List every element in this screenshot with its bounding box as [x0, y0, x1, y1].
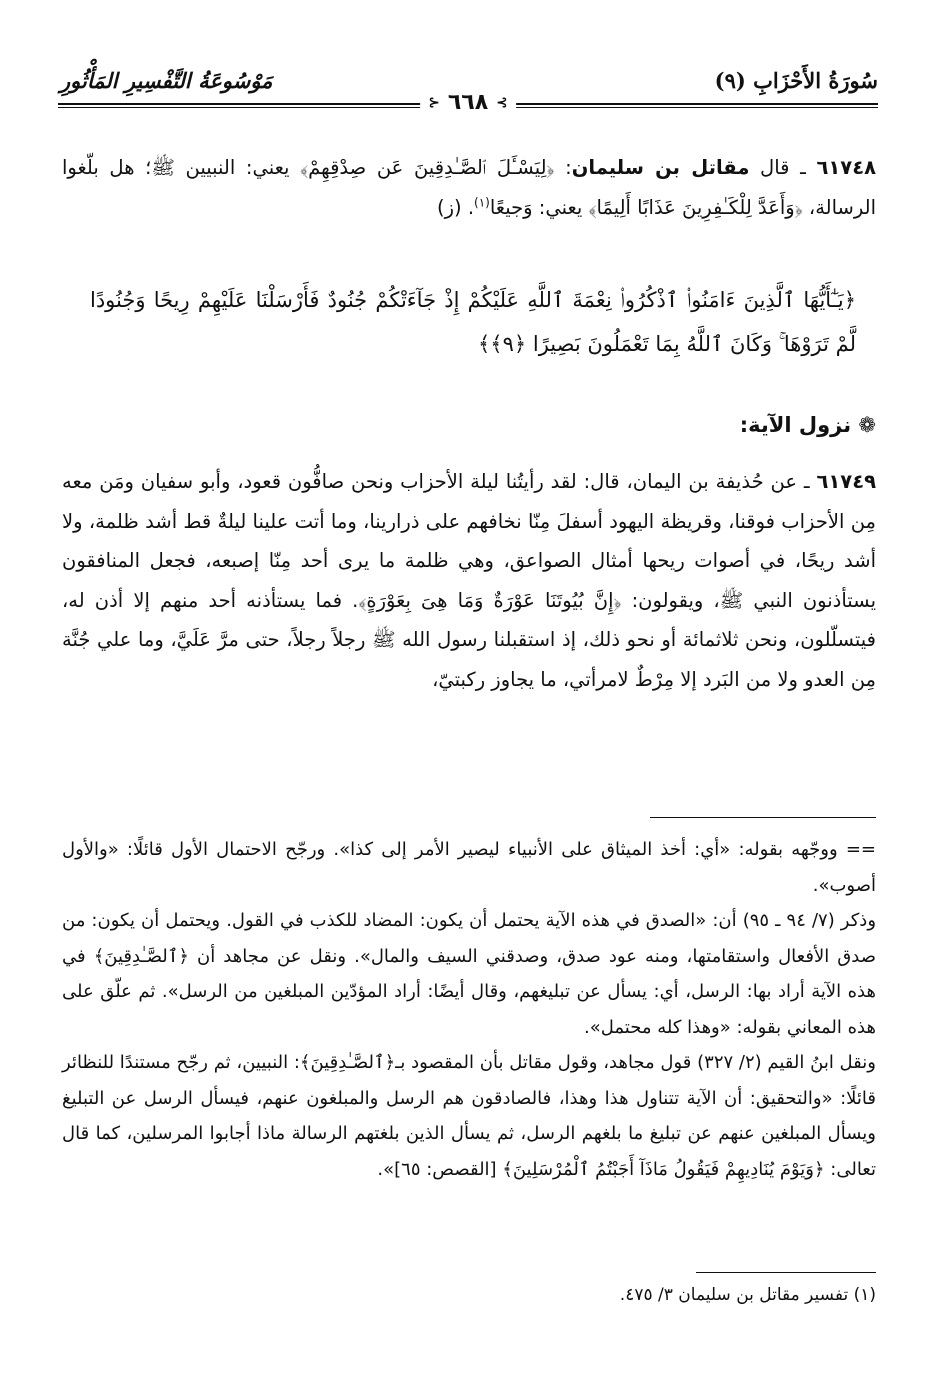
entry-lead: ـ قال — [749, 156, 817, 179]
entry-tail: . (ز) — [436, 195, 475, 219]
surah-title: سُورَةُ الأَحْزَابِ (٩) — [714, 68, 878, 93]
entry-61748 — [62, 148, 876, 227]
note-paragraph: ونقل ابنُ القيم (٢/ ٣٢٧) قول مجاهد، وقول مقاتل بأن المقصود بـ﴿ٱلصَّـٰدِقِينَ﴾: النبيين، ثم رجّح مستندًا للنظائر قائلًا: «والتحقيق: أن الآية تتناول هذا وهذا، فالصادقون هم الرسل والمبلغون عنهم، فيسأل الرسل عن التبليغ ويسأل المبلغين عنهم عن تبليغ ما بلغهم الرسل، ثم يسأل الذين بلغتهم الرسالة ماذا أجابوا المرسلين، كما قال تعالى: ﴿وَيَوْمَ يُنَادِيهِمْ فَيَقُولُ مَاذَآ أَجَبْتُمُ ٱلْمُرْسَلِينَ﴾ [القصص: ٦٥]». — [62, 1052, 876, 1180]
entry-number: ٦١٧٤٩ — [816, 470, 876, 493]
book-title: مَوْسُوعَةُ التَّفْسِيرِ المَأْثُورِ — [60, 68, 273, 93]
entry-source: مقاتل بن سليمان — [571, 156, 750, 179]
note-paragraph: وذكر (٧/ ٩٤ ـ ٩٥) أن: «الصدق في هذه الآية يحتمل أن يكون: المضاد للكذب في القول. ويحتمل أن يكون: من صدق الأفعال واستقامتها، ومنه عود صدق، وصدقني السيف والمال». ونقل عن مجاهد أن ﴿ٱلصَّـٰدِقِينَ﴾ في هذه الآية أراد بها: الرسل، أي: يسأل عن تبليغهم، وقال أيضًا: أراد المؤدّين المبلغين من الرسل». ثم علّق على هذه المعاني بقوله: «وهذا كله محتمل». — [62, 910, 877, 1038]
entry-number: ٦١٧٤٨ — [816, 156, 877, 179]
entry-text: : ﴿لِيَسْـَٔلَ ٱلصَّـٰدِقِينَ عَن صِدْقِهِمْ﴾ يعني: النبيين ﷺ؛ هل بلّغوا الرسالة، ﴿وَأَعَدَّ لِلْكَـٰفِرِينَ عَذَابًا أَلِيمًا﴾ يعني: وَجيعًا — [62, 156, 876, 219]
entry-text: ـ عن حُذيفة بن اليمان، قال: لقد رأيتُنا ليلة الأحزاب ونحن صافُّون قعود، وأبو سفيان ومَن معه مِن الأحزاب فوقنا، وقريظة اليهود أسفلَ مِنّا نخافهم على ذرارينا، وما أتت علينا ليلةٌ قط أشد ظلمة، ولا أشد ريحًا، في أصوات ريحها أمثال الصواعق، وهي ظلمة ما يرى أحد مِنّا إصبعه، فجعل المنافقون يستأذنون النبي ﷺ، ويقولون: ﴿إِنَّ بُيُوتَنَا عَوْرَةٌ وَمَا هِىَ بِعَوْرَةٍ﴾. فما يستأذنه أحد منهم إلا أذن له، فيتسلّلون، ونحن ثلاثمائة أو نحو ذلك، إذ استقبلنا رسول الله ﷺ رجلاً رجلاً، حتى مرَّ عَلَيَّ، وما علي جُنَّة مِن العدو ولا من البَرد إلا مِرْطٌ لامرأتي، ما يجاوز ركبتيّ، — [62, 470, 876, 691]
ornament-icon: ⊱ — [496, 94, 508, 111]
notes-divider — [650, 817, 876, 818]
footnote-divider — [696, 1272, 876, 1273]
footnote: (١) تفسير مقاتل بن سليمان ٣/ ٤٧٥. — [619, 1285, 876, 1305]
entry-61749 — [62, 462, 876, 699]
quran-verse: ﴿يَـٰٓأَيُّهَا ٱلَّذِينَ ءَامَنُوا۟ ٱذْكُرُوا۟ نِعْمَةَ ٱللَّهِ عَلَيْكُمْ إِذْ جَآءَتْكُمْ جُنُودٌ فَأَرْسَلْنَا عَلَيْهِمْ رِيحًا وَجُنُودًا لَّمْ تَرَوْهَا ۚ وَكَانَ ٱللَّهُ بِمَا تَعْمَلُونَ بَصِيرًا ﴿٩﴾﴾ — [90, 288, 856, 356]
ornament-icon: ⊰ — [428, 94, 440, 111]
commentary-notes — [62, 832, 876, 1187]
footnote-ref: (١) — [474, 195, 490, 209]
page-number: ٦٦٨ — [447, 90, 489, 115]
note-paragraph: == ووجّهه بقوله: «أي: أخذ الميثاق على الأنبياء ليصير الأمر إلى كذا». ورجّح الاحتمال الأول قائلًا: «والأول أصوب». — [62, 839, 876, 896]
page-number-box — [420, 90, 516, 115]
section-heading: ❁ نزول الآية: — [739, 413, 876, 437]
